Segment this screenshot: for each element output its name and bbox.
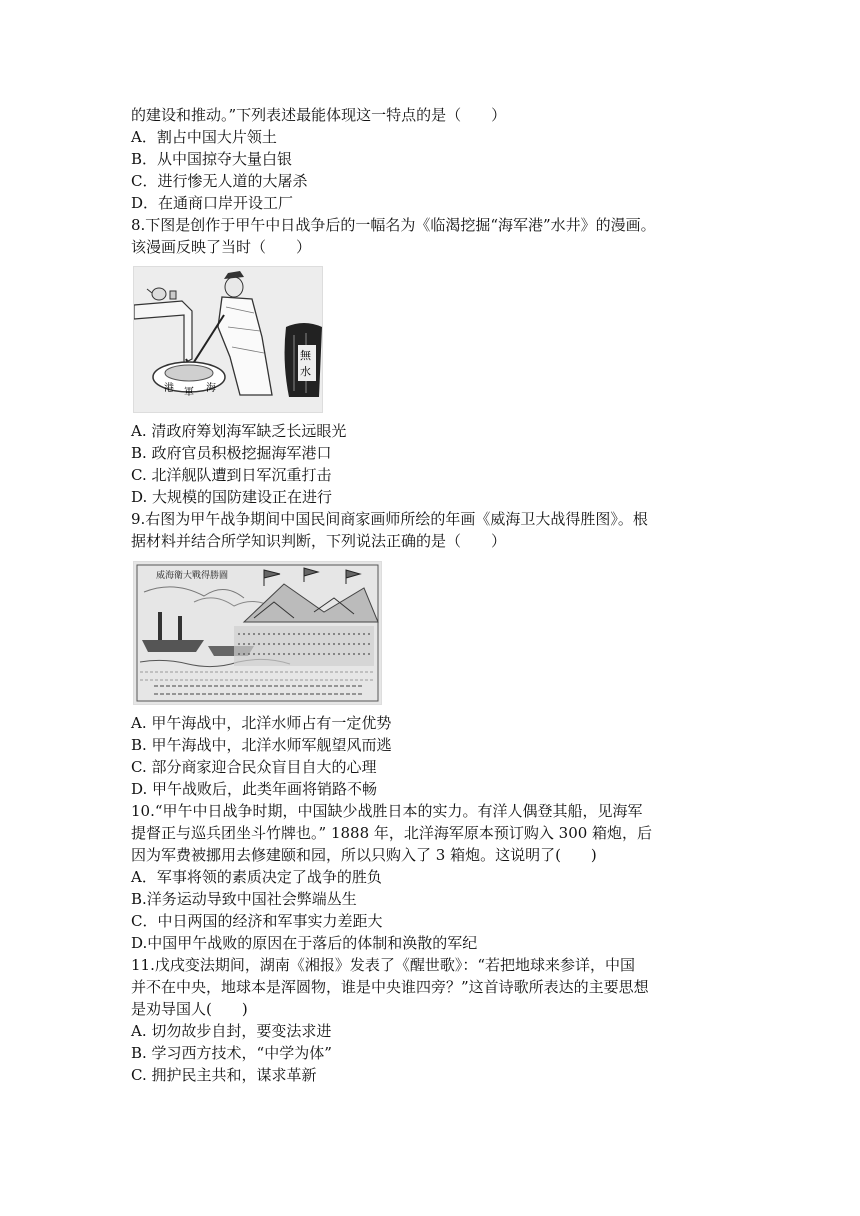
q10-option-a: A．军事将领的素质决定了战争的胜负 xyxy=(131,868,382,886)
q8-option-b: B. 政府官员积极挖掘海军港口 xyxy=(131,444,332,462)
question-9-stem-cont: 据材料并结合所学知识判断，下列说法正确的是（ ） xyxy=(131,532,507,550)
cartoon-label-right: 海 xyxy=(206,383,216,394)
q10-option-d: D.中国甲午战败的原因在于落后的体制和涣散的军纪 xyxy=(131,934,478,952)
question-10-stem: 10.“甲午中日战争时期，中国缺少战胜日本的实力。有洋人偶登其船，见海军 xyxy=(131,802,643,820)
q8-option-a: A. 清政府筹划海军缺乏长远眼光 xyxy=(131,422,347,440)
print-title: 威海衛大戰得勝圖 xyxy=(156,571,229,581)
q7-option-d: D．在通商口岸开设工厂 xyxy=(131,194,294,212)
cartoon-label-left: 港 xyxy=(164,383,174,394)
q7-option-b: B．从中国掠夺大量白银 xyxy=(131,150,293,168)
q8-option-d: D. 大规模的国防建设正在进行 xyxy=(131,488,333,506)
q7-option-c: C．进行惨无人道的大屠杀 xyxy=(131,172,308,190)
question-10-stem-cont1: 提督正与巡兵团坐斗竹牌也。” 1888 年，北洋海军原本预订购入 300 箱炮，后 xyxy=(131,824,653,842)
question-7-stem-end: 的建设和推动。”下列表述最能体现这一特点的是（ ） xyxy=(131,106,507,124)
q8-option-c: C. 北洋舰队遭到日军沉重打击 xyxy=(131,466,332,484)
q9-option-c: C. 部分商家迎合民众盲目自大的心理 xyxy=(131,758,377,776)
q9-option-d: D. 甲午战败后，此类年画将销路不畅 xyxy=(131,780,378,798)
q11-option-c: C. 拥护民主共和，谋求革新 xyxy=(131,1066,317,1084)
question-8-stem-cont: 该漫画反映了当时（ ） xyxy=(131,238,312,256)
q10-option-b: B.洋务运动导致中国社会弊端丛生 xyxy=(131,890,357,908)
q9-option-b: B. 甲午海战中，北洋水师军舰望风而逃 xyxy=(131,736,392,754)
question-8-stem: 8.下图是创作于甲午中日战争后的一幅名为《临渴挖掘“海军港”水井》的漫画。 xyxy=(131,216,656,234)
q11-option-a: A. 切勿故步自封，要变法求进 xyxy=(131,1022,332,1040)
question-11-stem: 11.戊戌变法期间，湖南《湘报》发表了《醒世歌》：“若把地球来参详，中国 xyxy=(131,956,636,974)
q10-option-c: C．中日两国的经济和军事实力差距大 xyxy=(131,912,383,930)
cartoon-label-mid: 軍 xyxy=(184,387,194,398)
woodblock-drawing xyxy=(134,562,381,704)
question-10-stem-cont2: 因为军费被挪用去修建颐和园，所以只购入了 3 箱炮。这说明了( ) xyxy=(131,846,597,864)
question-9-stem: 9.右图为甲午战争期间中国民间商家画师所绘的年画《威海卫大战得胜图》。根 xyxy=(131,510,648,528)
question-11-stem-cont2: 是劝导国人( ) xyxy=(131,1000,248,1018)
jar-label-bottom: 水 xyxy=(300,365,311,378)
q11-option-b: B. 学习西方技术，“中学为体” xyxy=(131,1044,332,1062)
cartoon-image xyxy=(133,266,323,413)
q9-option-a: A. 甲午海战中，北洋水师占有一定优势 xyxy=(131,714,392,732)
cartoon-drawing xyxy=(134,267,322,412)
jar-label-top: 無 xyxy=(300,349,311,362)
question-11-stem-cont1: 并不在中央，地球本是浑圆物，谁是中央谁四旁？”这首诗歌所表达的主要思想 xyxy=(131,978,649,996)
woodblock-print-image xyxy=(133,561,382,705)
q7-option-a: A．割占中国大片领土 xyxy=(131,128,277,146)
